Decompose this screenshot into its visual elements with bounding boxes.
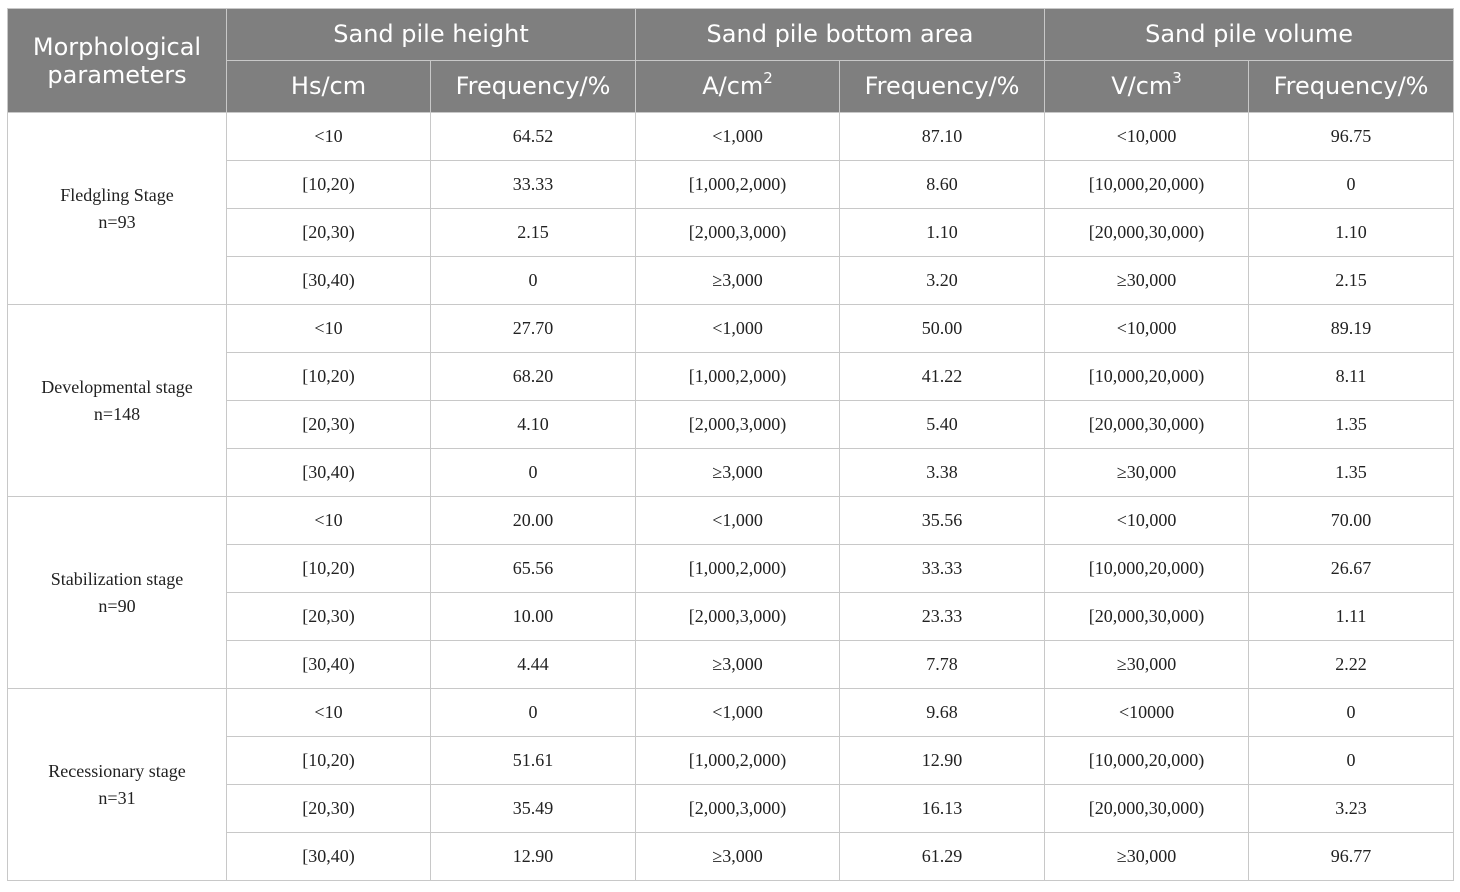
subheader-volume-unit (1045, 61, 1249, 113)
area-range-cell: <1,000 (636, 113, 840, 161)
table-body (8, 113, 1454, 881)
area-frequency-cell: 23.33 (840, 593, 1045, 641)
volume-range-cell: ≥30,000 (1045, 257, 1249, 305)
volume-range-cell: [10,000,20,000) (1045, 353, 1249, 401)
height-frequency-cell: 68.20 (431, 353, 636, 401)
stage-cell (8, 497, 227, 689)
height-range-cell: <10 (227, 305, 431, 353)
area-frequency-cell: 16.13 (840, 785, 1045, 833)
area-range-cell: <1,000 (636, 689, 840, 737)
height-range-cell: <10 (227, 497, 431, 545)
volume-frequency-cell: 96.75 (1249, 113, 1454, 161)
volume-range-cell: ≥30,000 (1045, 449, 1249, 497)
morphology-frequency-table (7, 8, 1454, 881)
height-range-cell: [30,40) (227, 641, 431, 689)
table-row (8, 689, 1454, 737)
height-frequency-cell: 27.70 (431, 305, 636, 353)
stage-sample-size: n=93 (98, 211, 136, 232)
volume-range-cell: [10,000,20,000) (1045, 545, 1249, 593)
volume-range-cell: ≥30,000 (1045, 641, 1249, 689)
stage-name: Fledgling Stage (60, 184, 174, 205)
height-frequency-cell: 65.56 (431, 545, 636, 593)
area-range-cell: ≥3,000 (636, 641, 840, 689)
volume-frequency-cell: 1.35 (1249, 449, 1454, 497)
height-range-cell: [30,40) (227, 833, 431, 881)
area-range-cell: [1,000,2,000) (636, 737, 840, 785)
area-range-cell: [2,000,3,000) (636, 593, 840, 641)
stage-cell (8, 689, 227, 881)
height-range-cell: [10,20) (227, 545, 431, 593)
volume-range-cell: <10,000 (1045, 497, 1249, 545)
stage-sample-size: n=148 (93, 403, 141, 424)
volume-frequency-cell: 1.10 (1249, 209, 1454, 257)
subheader-volume-frequency: Frequency/% (1249, 61, 1454, 113)
area-frequency-cell: 41.22 (840, 353, 1045, 401)
area-frequency-cell: 87.10 (840, 113, 1045, 161)
stage-sample-size: n=90 (98, 595, 136, 616)
height-range-cell: <10 (227, 113, 431, 161)
area-frequency-cell: 12.90 (840, 737, 1045, 785)
area-range-cell: [2,000,3,000) (636, 785, 840, 833)
table-row (8, 113, 1454, 161)
table-row (8, 497, 1454, 545)
height-range-cell: [20,30) (227, 209, 431, 257)
stage-name: Stabilization stage (50, 568, 184, 589)
area-range-cell: [1,000,2,000) (636, 161, 840, 209)
volume-range-cell: ≥30,000 (1045, 833, 1249, 881)
volume-frequency-cell: 1.11 (1249, 593, 1454, 641)
area-range-cell: [2,000,3,000) (636, 209, 840, 257)
height-frequency-cell: 35.49 (431, 785, 636, 833)
volume-frequency-cell: 2.22 (1249, 641, 1454, 689)
area-range-cell: ≥3,000 (636, 833, 840, 881)
area-frequency-cell: 35.56 (840, 497, 1045, 545)
area-range-cell: [1,000,2,000) (636, 353, 840, 401)
stage-name: Recessionary stage (48, 760, 186, 781)
volume-range-cell: <10,000 (1045, 305, 1249, 353)
volume-range-cell: <10,000 (1045, 113, 1249, 161)
area-frequency-cell: 7.78 (840, 641, 1045, 689)
subheader-height-unit: Hs/cm (227, 61, 431, 113)
area-frequency-cell: 9.68 (840, 689, 1045, 737)
height-range-cell: [10,20) (227, 353, 431, 401)
volume-frequency-cell: 70.00 (1249, 497, 1454, 545)
height-frequency-cell: 4.44 (431, 641, 636, 689)
area-unit-base: A/cm (702, 72, 764, 101)
volume-frequency-cell: 1.35 (1249, 401, 1454, 449)
height-frequency-cell: 0 (431, 257, 636, 305)
area-range-cell: [1,000,2,000) (636, 545, 840, 593)
area-frequency-cell: 1.10 (840, 209, 1045, 257)
height-range-cell: [10,20) (227, 161, 431, 209)
stage-name: Developmental stage (41, 376, 193, 397)
area-frequency-cell: 33.33 (840, 545, 1045, 593)
stage-cell (8, 305, 227, 497)
height-frequency-cell: 33.33 (431, 161, 636, 209)
height-frequency-cell: 0 (431, 449, 636, 497)
height-range-cell: <10 (227, 689, 431, 737)
volume-frequency-cell: 96.77 (1249, 833, 1454, 881)
group-header-volume: Sand pile volume (1045, 9, 1454, 61)
volume-frequency-cell: 3.23 (1249, 785, 1454, 833)
area-range-cell: [2,000,3,000) (636, 401, 840, 449)
height-frequency-cell: 10.00 (431, 593, 636, 641)
height-frequency-cell: 12.90 (431, 833, 636, 881)
volume-range-cell: [10,000,20,000) (1045, 161, 1249, 209)
height-frequency-cell: 0 (431, 689, 636, 737)
volume-range-cell: <10000 (1045, 689, 1249, 737)
area-range-cell: ≥3,000 (636, 257, 840, 305)
height-frequency-cell: 20.00 (431, 497, 636, 545)
volume-unit-base: V/cm (1111, 72, 1173, 101)
area-frequency-cell: 8.60 (840, 161, 1045, 209)
height-range-cell: [20,30) (227, 593, 431, 641)
volume-frequency-cell: 89.19 (1249, 305, 1454, 353)
volume-range-cell: [20,000,30,000) (1045, 401, 1249, 449)
volume-range-cell: [10,000,20,000) (1045, 737, 1249, 785)
table-header (8, 9, 1454, 113)
area-frequency-cell: 61.29 (840, 833, 1045, 881)
volume-range-cell: [20,000,30,000) (1045, 209, 1249, 257)
volume-unit-exponent: 3 (1172, 69, 1182, 88)
group-header-area: Sand pile bottom area (636, 9, 1045, 61)
height-frequency-cell: 2.15 (431, 209, 636, 257)
table-row (8, 305, 1454, 353)
area-frequency-cell: 5.40 (840, 401, 1045, 449)
height-range-cell: [30,40) (227, 449, 431, 497)
volume-frequency-cell: 0 (1249, 689, 1454, 737)
volume-frequency-cell: 0 (1249, 161, 1454, 209)
area-frequency-cell: 3.38 (840, 449, 1045, 497)
volume-frequency-cell: 0 (1249, 737, 1454, 785)
area-range-cell: ≥3,000 (636, 449, 840, 497)
height-range-cell: [20,30) (227, 401, 431, 449)
stage-cell (8, 113, 227, 305)
height-frequency-cell: 51.61 (431, 737, 636, 785)
area-unit-exponent: 2 (763, 69, 773, 88)
height-range-cell: [10,20) (227, 737, 431, 785)
height-range-cell: [30,40) (227, 257, 431, 305)
volume-range-cell: [20,000,30,000) (1045, 593, 1249, 641)
height-range-cell: [20,30) (227, 785, 431, 833)
area-range-cell: <1,000 (636, 497, 840, 545)
volume-frequency-cell: 26.67 (1249, 545, 1454, 593)
subheader-area-frequency: Frequency/% (840, 61, 1045, 113)
corner-header: Morphological parameters (8, 9, 227, 113)
subheader-area-unit (636, 61, 840, 113)
volume-frequency-cell: 2.15 (1249, 257, 1454, 305)
area-frequency-cell: 3.20 (840, 257, 1045, 305)
height-frequency-cell: 64.52 (431, 113, 636, 161)
area-frequency-cell: 50.00 (840, 305, 1045, 353)
height-frequency-cell: 4.10 (431, 401, 636, 449)
area-range-cell: <1,000 (636, 305, 840, 353)
volume-frequency-cell: 8.11 (1249, 353, 1454, 401)
stage-sample-size: n=31 (98, 787, 136, 808)
group-header-height: Sand pile height (227, 9, 636, 61)
subheader-height-frequency: Frequency/% (431, 61, 636, 113)
volume-range-cell: [20,000,30,000) (1045, 785, 1249, 833)
